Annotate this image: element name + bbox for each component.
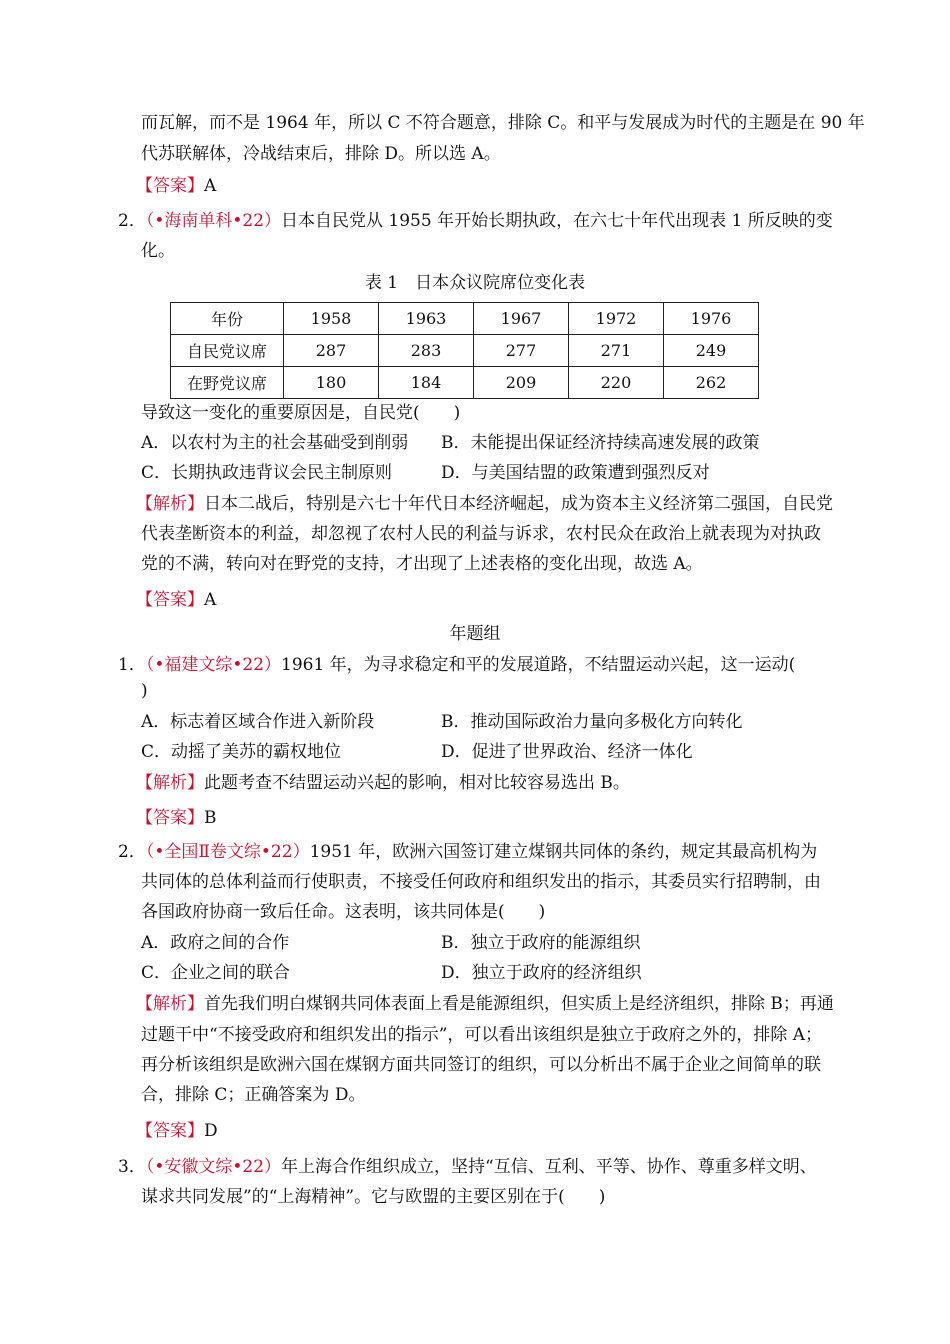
table-header-row: [171, 303, 759, 335]
table-cell: 1976: [664, 303, 759, 335]
intro-line-2: 代苏联解体，冷战结束后，排除 D。所以选 A。: [141, 144, 501, 164]
table-cell: 自民党议席: [171, 335, 284, 367]
question-number: 3．: [118, 1157, 146, 1177]
q2a-analysis-line-1: [136, 493, 833, 515]
q2a-analysis-line-3: 党的不满，转向对在野党的支持，才出现了上述表格的变化出现，故选 A。: [141, 554, 703, 574]
question-number: 2．: [118, 842, 146, 862]
question-number: 2．: [118, 211, 146, 231]
option-a: A．以农村为主的社会基础受到削弱: [141, 433, 409, 453]
q2a-prompt: 导致这一变化的重要原因是，自民党( ): [141, 403, 461, 423]
table-cell: 262: [664, 367, 759, 399]
answer-value: A: [204, 590, 217, 610]
q2a-line-1: [118, 210, 833, 232]
option-c: C．动摇了美苏的霸权地位: [141, 742, 342, 762]
q2b-line-3: 各国政府协商一致后任命。这表明，该共同体是( ): [141, 902, 546, 922]
option-b: B．未能提出保证经济持续高速发展的政策: [441, 433, 760, 453]
q2a-line-2: 化。: [141, 241, 175, 261]
q2b-line-2: 共同体的总体利益而行使职责，不接受任何政府和组织发出的指示，其委员实行招聘制，由: [141, 872, 821, 892]
answer-tag: 【答案】: [136, 176, 204, 196]
table-cell: 209: [474, 367, 569, 399]
table-row: [171, 367, 759, 399]
table-cell: 184: [379, 367, 474, 399]
intro-answer: [136, 175, 216, 197]
q2b-analysis-line-4: 合，排除 C；正确答案为 D。: [141, 1085, 366, 1105]
table-cell: 1967: [474, 303, 569, 335]
option-a: A．政府之间的合作: [141, 933, 290, 953]
section-title: 年题组: [449, 624, 501, 644]
analysis-tag: 【解析】: [136, 773, 204, 793]
question-number: 1．: [118, 655, 146, 675]
option-d: D．独立于政府的经济组织: [441, 963, 642, 983]
table-row: [171, 335, 759, 367]
analysis-text: 首先我们明白煤钢共同体表面上看是能源组织，但实质上是经济组织，排除 B；再通: [204, 994, 834, 1014]
q2b-line-1: [118, 841, 817, 863]
intro-line-1: 而瓦解，而不是 1964 年，所以 C 不符合题意，排除 C。和平与发展成为时代的主题是在 90 年: [141, 113, 865, 133]
answer-value: D: [204, 1121, 218, 1141]
table-cell: 283: [379, 335, 474, 367]
analysis-tag: 【解析】: [136, 994, 204, 1014]
option-a: A．标志着区域合作进入新阶段: [141, 712, 375, 732]
table-cell: 年份: [171, 303, 284, 335]
seat-change-table: [170, 302, 759, 399]
q3-line-2: 谋求共同发展”的“上海精神”。它与欧盟的主要区别在于( ): [141, 1187, 606, 1207]
answer-tag: 【答案】: [136, 590, 204, 610]
question-source: （•福建文综•22）: [145, 655, 282, 675]
analysis-text: 此题考查不结盟运动兴起的影响，相对比较容易选出 B。: [204, 773, 630, 793]
q2a-analysis-line-2: 代表垄断资本的利益，却忽视了农村人民的利益与诉求，农村民众在政治上就表现为对执政: [141, 524, 821, 544]
question-stem: 日本自民党从 1955 年开始长期执政，在六七十年代出现表 1 所反映的变: [281, 211, 833, 231]
option-d: D．与美国结盟的政策遭到强烈反对: [441, 463, 710, 483]
table-cell: 271: [569, 335, 664, 367]
table-cell: 1963: [379, 303, 474, 335]
q3-line-1: [118, 1156, 817, 1178]
q1-analysis-line-1: [136, 772, 630, 794]
question-stem: 年上海合作组织成立，坚持“互信、互利、平等、协作、尊重多样文明、: [281, 1157, 817, 1177]
q1-answer: [136, 807, 217, 829]
answer-value: A: [204, 176, 217, 196]
q2b-analysis-line-2: 过题干中“不接受政府和组织发出的指示”，可以看出该组织是独立于政府之外的，排除 A；: [141, 1025, 823, 1045]
answer-value: B: [204, 808, 217, 828]
q2b-answer: [136, 1120, 218, 1142]
question-stem: 1961 年，为寻求稳定和平的发展道路，不结盟运动兴起，这一运动(: [281, 655, 796, 675]
question-source: （•海南单科•22）: [145, 211, 282, 231]
q1-line-2: ): [141, 681, 148, 701]
q2b-analysis-line-1: [136, 993, 834, 1015]
option-b: B．独立于政府的能源组织: [441, 933, 641, 953]
analysis-tag: 【解析】: [136, 494, 204, 514]
q2b-analysis-line-3: 再分析该组织是欧洲六国在煤钢方面共同签订的组织，可以分析出不属于企业之间简单的联: [141, 1055, 821, 1075]
table-cell: 277: [474, 335, 569, 367]
answer-tag: 【答案】: [136, 1121, 204, 1141]
table-cell: 287: [284, 335, 379, 367]
q1-line-1: [118, 654, 795, 676]
table-cell: 1972: [569, 303, 664, 335]
q2a-answer: [136, 589, 216, 611]
option-d: D．促进了世界政治、经济一体化: [441, 742, 693, 762]
option-c: C．企业之间的联合: [141, 963, 291, 983]
answer-tag: 【答案】: [136, 808, 204, 828]
question-source: （•安徽文综•22）: [145, 1157, 282, 1177]
table-cell: 180: [284, 367, 379, 399]
option-b: B．推动国际政治力量向多极化方向转化: [441, 712, 743, 732]
table-cell: 在野党议席: [171, 367, 284, 399]
table-title: 表 1 日本众议院席位变化表: [364, 273, 586, 293]
question-stem: 1951 年，欧洲六国签订建立煤钢共同体的条约，规定其最高机构为: [309, 842, 818, 862]
analysis-text: 日本二战后，特别是六七十年代日本经济崛起，成为资本主义经济第二强国，自民党: [204, 494, 833, 514]
table-cell: 1958: [284, 303, 379, 335]
question-source: （•全国Ⅱ卷文综•22）: [145, 842, 310, 862]
table-cell: 220: [569, 367, 664, 399]
table-cell: 249: [664, 335, 759, 367]
option-c: C．长期执政违背议会民主制原则: [141, 463, 393, 483]
